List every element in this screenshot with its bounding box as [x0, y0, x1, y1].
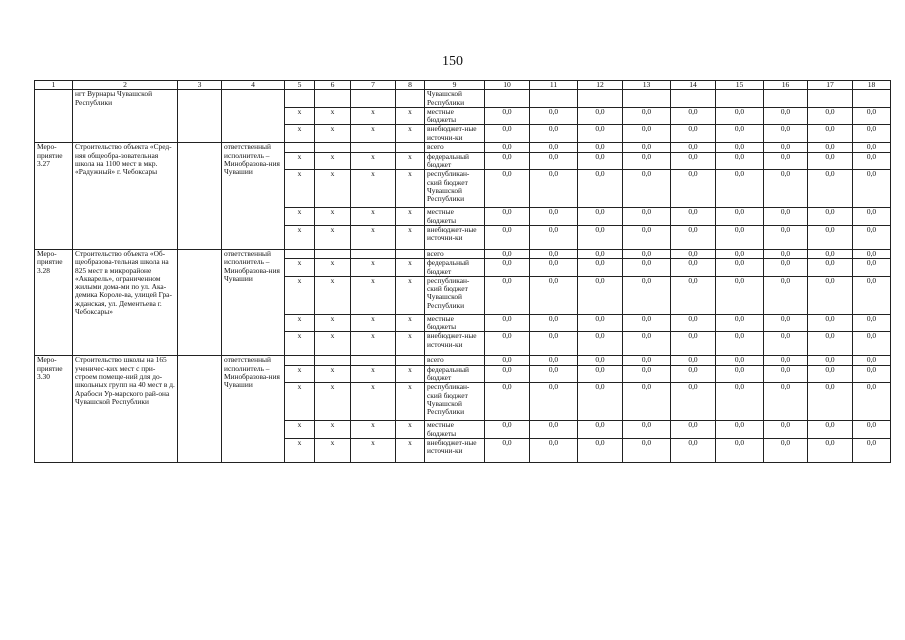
amount-value: 0,0 [671, 438, 716, 462]
amount-value: 0,0 [485, 383, 530, 421]
funding-source: внебюджет-ные источни-ки [425, 438, 485, 462]
amount-value: 0,0 [485, 143, 530, 152]
code-mark [396, 356, 425, 365]
amount-value [671, 90, 716, 108]
code-mark: x [351, 314, 396, 332]
funding-source: федеральный бюджет [425, 152, 485, 170]
amount-value: 0,0 [853, 365, 891, 383]
column-number: 2 [73, 81, 178, 90]
responsible-executor: ответственный исполнитель – Минобразова-ния Чувашии [222, 143, 285, 249]
amount-value: 0,0 [485, 276, 530, 314]
funding-source: всего [425, 143, 485, 152]
empty-cell [178, 143, 222, 249]
code-mark: x [315, 383, 351, 421]
funding-source: внебюджет-ные источни-ки [425, 332, 485, 356]
amount-value: 0,0 [671, 143, 716, 152]
code-mark: x [285, 365, 315, 383]
table-row [35, 249, 891, 258]
amount-value: 0,0 [485, 225, 530, 249]
amount-value: 0,0 [623, 208, 671, 226]
measure-description: Строительство объекта «Об-щеобразова-тельная школа на 825 мест в микрорайоне «Акварель», ограниченном жилыми дома-ми по ул. Ака-демика Короле-ва, улицей Гра-жданская, ул. Дементьева г. Чебоксары» [73, 249, 178, 355]
measure-number: Меро-приятие 3.27 [35, 143, 73, 249]
amount-value: 0,0 [716, 107, 764, 125]
column-number: 1 [35, 81, 73, 90]
amount-value: 0,0 [623, 125, 671, 143]
amount-value: 0,0 [716, 170, 764, 208]
code-mark: x [351, 332, 396, 356]
amount-value: 0,0 [485, 438, 530, 462]
funding-source: местные бюджеты [425, 107, 485, 125]
column-number: 17 [808, 81, 853, 90]
code-mark: x [285, 421, 315, 439]
amount-value: 0,0 [808, 225, 853, 249]
column-number: 13 [623, 81, 671, 90]
code-mark [315, 90, 351, 108]
column-number: 6 [315, 81, 351, 90]
amount-value: 0,0 [578, 383, 623, 421]
column-number: 9 [425, 81, 485, 90]
amount-value: 0,0 [530, 225, 578, 249]
amount-value: 0,0 [764, 332, 808, 356]
funding-source: федеральный бюджет [425, 259, 485, 277]
code-mark: x [351, 225, 396, 249]
amount-value: 0,0 [716, 314, 764, 332]
amount-value: 0,0 [530, 152, 578, 170]
amount-value: 0,0 [764, 249, 808, 258]
amount-value: 0,0 [671, 170, 716, 208]
amount-value: 0,0 [716, 383, 764, 421]
code-mark: x [396, 170, 425, 208]
funding-source: местные бюджеты [425, 314, 485, 332]
amount-value: 0,0 [716, 276, 764, 314]
code-mark: x [351, 365, 396, 383]
amount-value: 0,0 [808, 259, 853, 277]
amount-value: 0,0 [623, 259, 671, 277]
amount-value: 0,0 [853, 332, 891, 356]
column-number: 5 [285, 81, 315, 90]
column-number: 7 [351, 81, 396, 90]
amount-value: 0,0 [808, 421, 853, 439]
amount-value: 0,0 [623, 143, 671, 152]
amount-value: 0,0 [716, 421, 764, 439]
amount-value: 0,0 [671, 152, 716, 170]
code-mark [285, 356, 315, 365]
code-mark: x [351, 170, 396, 208]
amount-value: 0,0 [530, 332, 578, 356]
amount-value: 0,0 [578, 143, 623, 152]
amount-value: 0,0 [671, 421, 716, 439]
code-mark: x [396, 332, 425, 356]
amount-value: 0,0 [808, 125, 853, 143]
amount-value: 0,0 [808, 332, 853, 356]
code-mark: x [285, 225, 315, 249]
code-mark: x [285, 276, 315, 314]
responsible-executor: ответственный исполнитель – Минобразова-ния Чувашии [222, 249, 285, 355]
column-number: 8 [396, 81, 425, 90]
code-mark [285, 90, 315, 108]
column-number: 18 [853, 81, 891, 90]
amount-value: 0,0 [671, 225, 716, 249]
amount-value: 0,0 [578, 365, 623, 383]
amount-value: 0,0 [623, 152, 671, 170]
amount-value [764, 90, 808, 108]
responsible-executor: ответственный исполнитель – Минобразова-ния Чувашии [222, 356, 285, 462]
amount-value: 0,0 [716, 332, 764, 356]
amount-value: 0,0 [853, 438, 891, 462]
amount-value: 0,0 [578, 225, 623, 249]
amount-value: 0,0 [853, 356, 891, 365]
amount-value: 0,0 [623, 383, 671, 421]
code-mark: x [396, 125, 425, 143]
code-mark: x [351, 383, 396, 421]
amount-value: 0,0 [764, 276, 808, 314]
measure-number: Меро-приятие 3.28 [35, 249, 73, 355]
amount-value: 0,0 [808, 152, 853, 170]
code-mark [396, 90, 425, 108]
amount-value: 0,0 [764, 107, 808, 125]
amount-value: 0,0 [623, 356, 671, 365]
code-mark [396, 143, 425, 152]
amount-value: 0,0 [716, 356, 764, 365]
amount-value: 0,0 [808, 276, 853, 314]
code-mark: x [396, 314, 425, 332]
amount-value: 0,0 [623, 249, 671, 258]
column-number: 3 [178, 81, 222, 90]
code-mark: x [285, 438, 315, 462]
responsible-executor [222, 90, 285, 143]
amount-value [623, 90, 671, 108]
code-mark: x [315, 170, 351, 208]
code-mark: x [285, 208, 315, 226]
amount-value: 0,0 [808, 208, 853, 226]
page-number: 150 [442, 54, 463, 69]
amount-value: 0,0 [578, 170, 623, 208]
code-mark: x [315, 365, 351, 383]
amount-value: 0,0 [485, 356, 530, 365]
amount-value: 0,0 [716, 259, 764, 277]
amount-value: 0,0 [853, 125, 891, 143]
amount-value: 0,0 [530, 208, 578, 226]
column-number: 15 [716, 81, 764, 90]
amount-value: 0,0 [623, 170, 671, 208]
amount-value: 0,0 [671, 356, 716, 365]
amount-value: 0,0 [764, 314, 808, 332]
code-mark: x [315, 225, 351, 249]
amount-value: 0,0 [808, 249, 853, 258]
amount-value: 0,0 [530, 249, 578, 258]
amount-value: 0,0 [578, 421, 623, 439]
code-mark: x [396, 259, 425, 277]
amount-value: 0,0 [716, 365, 764, 383]
amount-value: 0,0 [671, 107, 716, 125]
code-mark: x [285, 332, 315, 356]
amount-value: 0,0 [485, 421, 530, 439]
funding-source: республикан-ский бюджет Чувашской Республики [425, 276, 485, 314]
table-row [35, 143, 891, 152]
amount-value: 0,0 [530, 383, 578, 421]
amount-value: 0,0 [578, 259, 623, 277]
code-mark: x [396, 421, 425, 439]
amount-value: 0,0 [764, 225, 808, 249]
amount-value: 0,0 [853, 152, 891, 170]
amount-value [716, 90, 764, 108]
amount-value: 0,0 [485, 125, 530, 143]
amount-value: 0,0 [623, 438, 671, 462]
amount-value: 0,0 [530, 143, 578, 152]
amount-value [853, 90, 891, 108]
amount-value: 0,0 [671, 276, 716, 314]
code-mark [351, 90, 396, 108]
code-mark: x [285, 314, 315, 332]
amount-value: 0,0 [716, 152, 764, 170]
amount-value: 0,0 [764, 152, 808, 170]
code-mark: x [351, 107, 396, 125]
amount-value: 0,0 [578, 356, 623, 365]
code-mark [351, 356, 396, 365]
measure-description: нгт Вурнары Чувашской Республики [73, 90, 178, 143]
amount-value: 0,0 [853, 143, 891, 152]
amount-value: 0,0 [485, 365, 530, 383]
amount-value: 0,0 [578, 249, 623, 258]
code-mark: x [315, 152, 351, 170]
code-mark [315, 356, 351, 365]
funding-source: внебюджет-ные источни-ки [425, 125, 485, 143]
code-mark [315, 143, 351, 152]
amount-value: 0,0 [671, 125, 716, 143]
table-row [35, 356, 891, 365]
amount-value: 0,0 [764, 356, 808, 365]
amount-value: 0,0 [764, 208, 808, 226]
amount-value: 0,0 [853, 276, 891, 314]
code-mark [285, 143, 315, 152]
code-mark: x [315, 438, 351, 462]
column-number: 12 [578, 81, 623, 90]
code-mark: x [315, 314, 351, 332]
amount-value: 0,0 [853, 170, 891, 208]
code-mark: x [285, 383, 315, 421]
amount-value: 0,0 [530, 107, 578, 125]
amount-value: 0,0 [623, 314, 671, 332]
code-mark: x [315, 107, 351, 125]
amount-value: 0,0 [808, 170, 853, 208]
funding-source: всего [425, 356, 485, 365]
code-mark: x [315, 259, 351, 277]
amount-value: 0,0 [530, 314, 578, 332]
amount-value [530, 90, 578, 108]
amount-value: 0,0 [530, 421, 578, 439]
code-mark: x [396, 276, 425, 314]
funding-source: внебюджет-ные источни-ки [425, 225, 485, 249]
funding-source: местные бюджеты [425, 421, 485, 439]
code-mark: x [285, 107, 315, 125]
amount-value: 0,0 [485, 259, 530, 277]
header-row [35, 81, 891, 90]
code-mark: x [396, 208, 425, 226]
amount-value: 0,0 [578, 276, 623, 314]
amount-value: 0,0 [530, 276, 578, 314]
column-number: 10 [485, 81, 530, 90]
amount-value: 0,0 [764, 259, 808, 277]
amount-value: 0,0 [716, 225, 764, 249]
amount-value: 0,0 [485, 208, 530, 226]
code-mark: x [351, 276, 396, 314]
funding-source: федеральный бюджет [425, 365, 485, 383]
amount-value: 0,0 [808, 383, 853, 421]
funding-source: всего [425, 249, 485, 258]
amount-value: 0,0 [578, 208, 623, 226]
amount-value: 0,0 [716, 249, 764, 258]
measure-description: Строительство школы на 165 ученичес-ких мест с при-строем помеще-ний для до-школьных групп на 40 мест в д. Арабоси Ур-марского рай-она Чувашской Республики [73, 356, 178, 462]
code-mark [315, 249, 351, 258]
amount-value: 0,0 [716, 208, 764, 226]
amount-value: 0,0 [530, 438, 578, 462]
code-mark: x [351, 438, 396, 462]
amount-value [578, 90, 623, 108]
code-mark: x [315, 208, 351, 226]
code-mark: x [351, 152, 396, 170]
amount-value [808, 90, 853, 108]
amount-value: 0,0 [530, 170, 578, 208]
amount-value: 0,0 [764, 383, 808, 421]
empty-cell [178, 356, 222, 462]
amount-value: 0,0 [623, 107, 671, 125]
code-mark [351, 249, 396, 258]
amount-value: 0,0 [671, 259, 716, 277]
amount-value: 0,0 [808, 107, 853, 125]
code-mark: x [285, 152, 315, 170]
amount-value: 0,0 [853, 225, 891, 249]
amount-value: 0,0 [808, 365, 853, 383]
code-mark: x [315, 421, 351, 439]
code-mark: x [351, 259, 396, 277]
code-mark: x [351, 125, 396, 143]
amount-value: 0,0 [671, 332, 716, 356]
amount-value: 0,0 [623, 365, 671, 383]
code-mark: x [396, 383, 425, 421]
amount-value: 0,0 [578, 152, 623, 170]
amount-value: 0,0 [764, 438, 808, 462]
amount-value: 0,0 [808, 356, 853, 365]
amount-value: 0,0 [671, 365, 716, 383]
amount-value: 0,0 [764, 365, 808, 383]
amount-value: 0,0 [716, 438, 764, 462]
amount-value: 0,0 [808, 143, 853, 152]
amount-value [485, 90, 530, 108]
amount-value: 0,0 [485, 332, 530, 356]
funding-source: Чувашской Республики [425, 90, 485, 108]
code-mark: x [396, 225, 425, 249]
code-mark [396, 249, 425, 258]
amount-value: 0,0 [853, 107, 891, 125]
table-row [35, 90, 891, 108]
amount-value: 0,0 [671, 383, 716, 421]
code-mark: x [285, 170, 315, 208]
column-number: 4 [222, 81, 285, 90]
code-mark: x [315, 276, 351, 314]
amount-value: 0,0 [671, 208, 716, 226]
amount-value: 0,0 [853, 249, 891, 258]
amount-value: 0,0 [578, 125, 623, 143]
code-mark: x [351, 208, 396, 226]
funding-source: республикан-ский бюджет Чувашской Республики [425, 170, 485, 208]
amount-value: 0,0 [623, 332, 671, 356]
amount-value: 0,0 [671, 249, 716, 258]
amount-value: 0,0 [853, 314, 891, 332]
amount-value: 0,0 [716, 143, 764, 152]
amount-value: 0,0 [764, 421, 808, 439]
column-number: 11 [530, 81, 578, 90]
amount-value: 0,0 [853, 421, 891, 439]
measure-number: Меро-приятие 3.30 [35, 356, 73, 462]
amount-value: 0,0 [808, 438, 853, 462]
amount-value: 0,0 [716, 125, 764, 143]
measure-description: Строительство объекта «Сред-няя общеобра-зовательная школа на 1100 мест в мкр. «Радужный» г. Чебоксары [73, 143, 178, 249]
amount-value: 0,0 [578, 332, 623, 356]
amount-value: 0,0 [485, 249, 530, 258]
amount-value: 0,0 [530, 259, 578, 277]
amount-value: 0,0 [485, 170, 530, 208]
code-mark: x [396, 107, 425, 125]
amount-value: 0,0 [485, 314, 530, 332]
amount-value: 0,0 [764, 143, 808, 152]
column-number: 16 [764, 81, 808, 90]
amount-value: 0,0 [530, 125, 578, 143]
amount-value: 0,0 [853, 259, 891, 277]
amount-value: 0,0 [578, 107, 623, 125]
amount-value: 0,0 [578, 314, 623, 332]
amount-value: 0,0 [485, 107, 530, 125]
code-mark: x [285, 259, 315, 277]
amount-value: 0,0 [623, 421, 671, 439]
amount-value: 0,0 [530, 356, 578, 365]
code-mark: x [396, 438, 425, 462]
measure-number [35, 90, 73, 143]
code-mark: x [396, 365, 425, 383]
code-mark: x [396, 152, 425, 170]
amount-value: 0,0 [623, 276, 671, 314]
amount-value: 0,0 [623, 225, 671, 249]
code-mark: x [285, 125, 315, 143]
code-mark: x [351, 421, 396, 439]
column-number: 14 [671, 81, 716, 90]
code-mark [285, 249, 315, 258]
amount-value: 0,0 [853, 383, 891, 421]
amount-value: 0,0 [530, 365, 578, 383]
amount-value: 0,0 [485, 152, 530, 170]
amount-value: 0,0 [764, 125, 808, 143]
amount-value: 0,0 [671, 314, 716, 332]
budget-table [34, 80, 891, 463]
funding-source: республикан-ский бюджет Чувашской Республики [425, 383, 485, 421]
amount-value: 0,0 [808, 314, 853, 332]
amount-value: 0,0 [578, 438, 623, 462]
funding-source: местные бюджеты [425, 208, 485, 226]
code-mark [351, 143, 396, 152]
empty-cell [178, 249, 222, 355]
code-mark: x [315, 332, 351, 356]
code-mark: x [315, 125, 351, 143]
amount-value: 0,0 [853, 208, 891, 226]
empty-cell [178, 90, 222, 143]
amount-value: 0,0 [764, 170, 808, 208]
